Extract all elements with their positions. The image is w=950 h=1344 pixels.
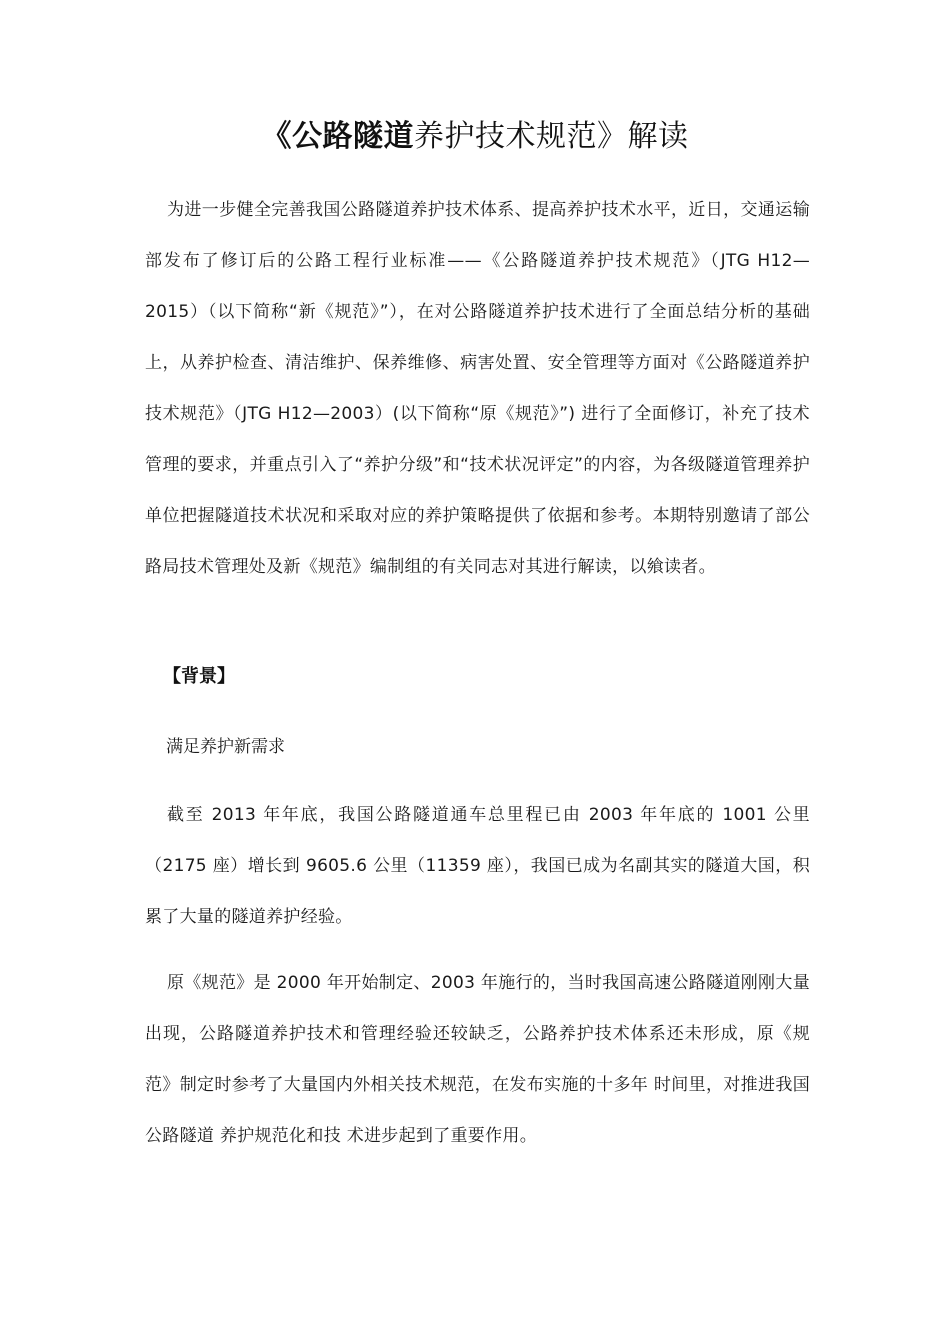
title-bold-part: 《公路隧道	[261, 119, 414, 154]
intro-paragraph: 为进一步健全完善我国公路隧道养护技术体系、提高养护技术水平，近日，交通运输部发布了修订后的公路工程行业标准——《公路隧道养护技术规范》（JTG H12—2015）（以下简称“新《规范》”），在对公路隧道养护技术进行了全面总结分析的基础上，从养护检查、清洁维护、保养维修、病害处置、安全管理等方面对《公路隧道养护技术规范》（JTG H12—2003）(以下简称“原《规范》”) 进行了全面修订，补充了技术管理的要求，并重点引入了“养护分级”和“技术状况评定”的内容，为各级隧道管理养护单位把握隧道技术状况和采取对应的养护策略提供了依据和参考。本期特别邀请了部公路局技术管理处及新《规范》编制组的有关同志对其进行解读，以飨读者。	[145, 200, 810, 577]
body-paragraph-2: 原《规范》是 2000 年开始制定、2003 年施行的，当时我国高速公路隧道刚刚大量出现，公路隧道养护技术和管理经验还较缺乏，公路养护技术体系还未形成，原《规范》制定时参考了大量国内外相关技术规范，在发布实施的十多年 时间里，对推进我国公路隧道 养护规范化和技 术进步起到了重要作用。	[145, 973, 810, 1146]
section-subheading: 满足养护新需求	[166, 737, 285, 757]
section-heading: 【背景】	[163, 666, 235, 687]
body-paragraph-1: 截至 2013 年年底，我国公路隧道通车总里程已由 2003 年年底的 1001 公里（2175 座）增长到 9605.6 公里（11359 座），我国已成为名副其实的隧道大国，积累了大量的隧道养护经验。	[145, 805, 810, 927]
title-normal-part: 养护技术规范》解读	[414, 119, 689, 154]
document-title	[0, 112, 950, 162]
